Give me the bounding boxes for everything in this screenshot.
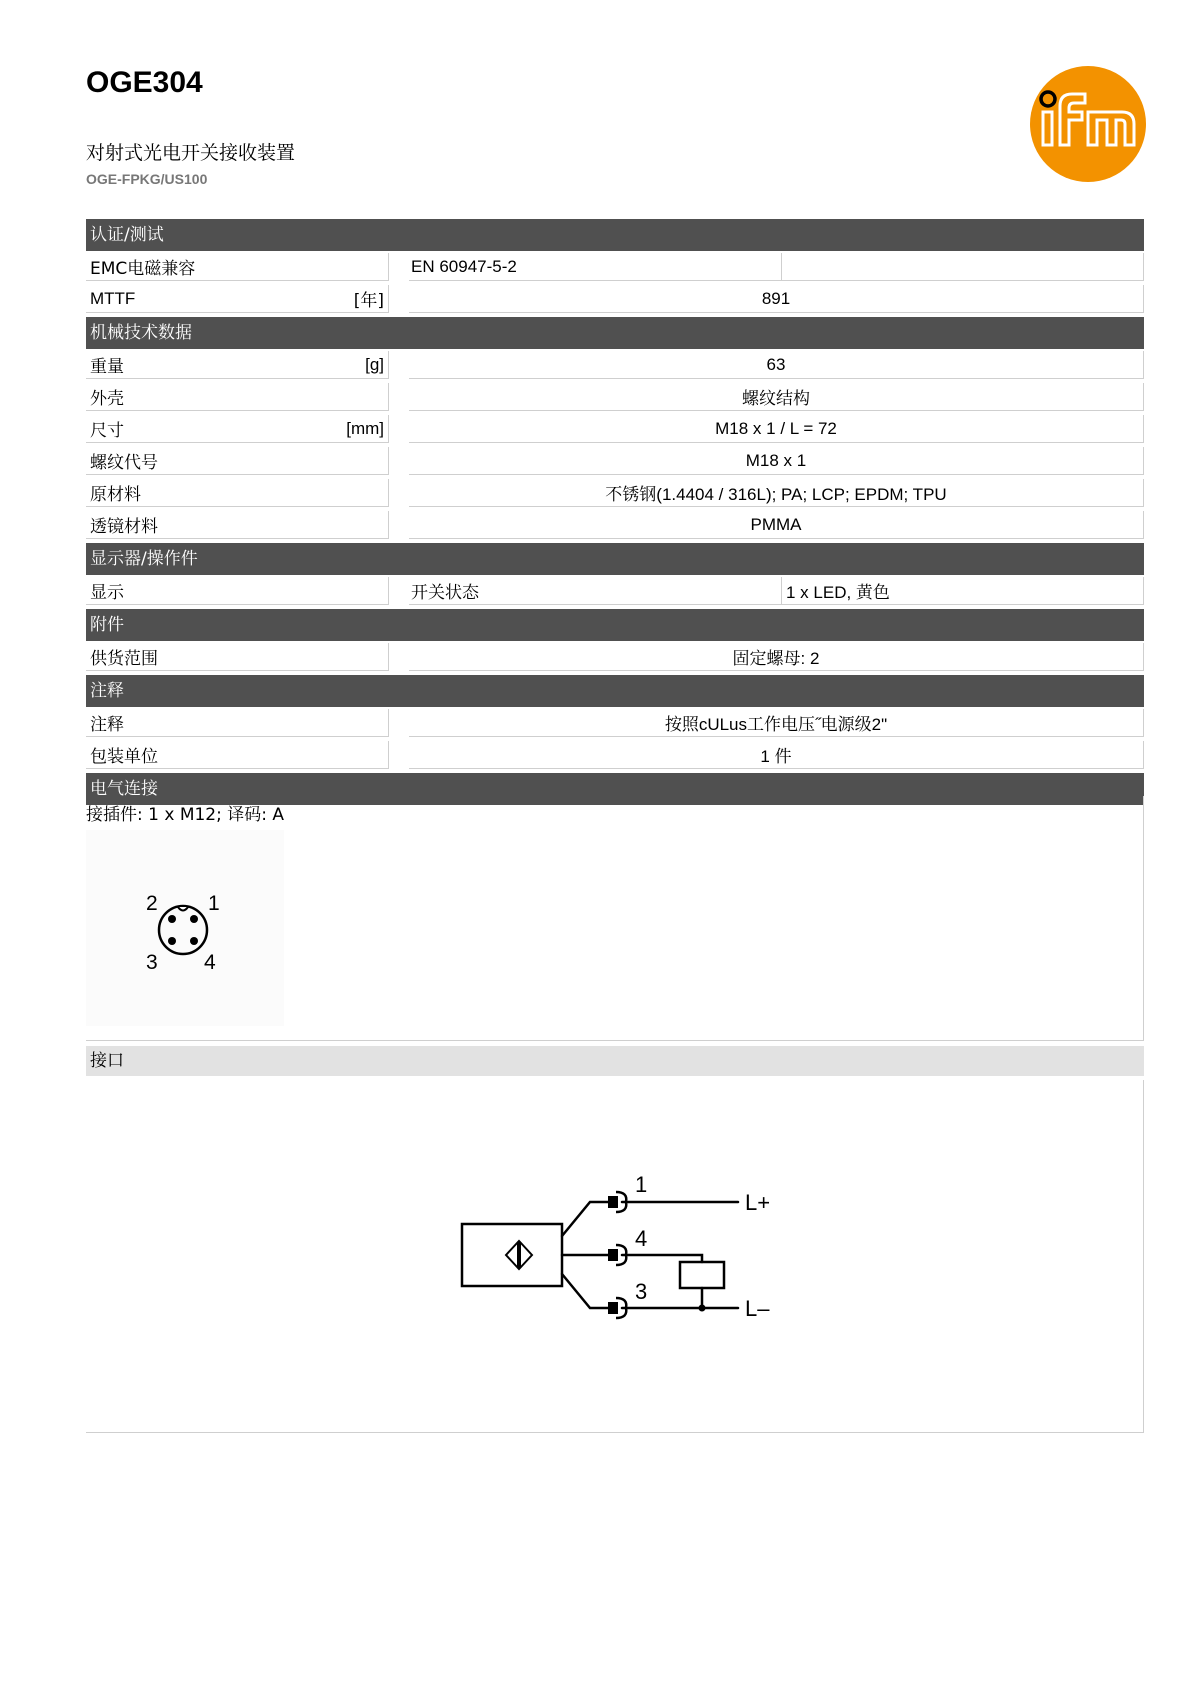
weight-label: 重量 <box>90 357 124 377</box>
wire-label-1: 1 <box>635 1172 648 1197</box>
wire-label-4: 4 <box>635 1226 648 1251</box>
pin-2-dot <box>168 915 176 923</box>
wiring-diagram <box>86 1080 1143 1432</box>
pin-label-4: 4 <box>204 951 216 974</box>
weight-value: 63 <box>409 351 1144 379</box>
thread-value: M18 x 1 <box>409 447 1144 475</box>
row-lens-material <box>86 511 1144 539</box>
row-scope-of-supply <box>86 643 1144 671</box>
junction-dot <box>699 1305 706 1312</box>
mttf-value: 891 <box>409 285 1144 313</box>
material-value: 不锈钢(1.4404 / 316L); PA; LCP; EPDM; TPU <box>409 479 1144 507</box>
load-resistor <box>680 1262 724 1288</box>
packing-label: 包装单位 <box>90 747 158 767</box>
row-display <box>86 577 1144 605</box>
mttf-label: MTTF <box>90 288 136 308</box>
packing-value: 1 件 <box>409 741 1144 769</box>
display-function: 开关状态 <box>409 577 782 605</box>
row-dimensions <box>86 415 1144 443</box>
thread-label: 螺纹代号 <box>90 453 158 473</box>
lens-material-label: 透镜材料 <box>90 517 158 537</box>
section-header-display: 显示器/操作件 <box>86 543 1144 575</box>
housing-value: 螺纹结构 <box>409 383 1144 411</box>
product-description: 对射式光电开关接收装置 <box>86 142 296 164</box>
note-value: 按照cULus工作电压˝电源级2" <box>409 709 1144 737</box>
row-mttf <box>86 285 1144 313</box>
dimensions-label: 尺寸 <box>90 421 124 441</box>
emc-label: EMC电磁兼容 <box>90 259 196 279</box>
row-weight <box>86 351 1144 379</box>
weight-unit: [g] <box>365 354 384 374</box>
section-header-mechanical: 机械技术数据 <box>86 317 1144 349</box>
scope-label: 供货范围 <box>90 649 158 669</box>
mttf-unit: [年] <box>353 291 384 311</box>
plug-pin-3 <box>608 1302 618 1314</box>
section-header-certification: 认证/测试 <box>86 219 1144 251</box>
section-header-electrical: 电气连接 <box>86 773 1144 805</box>
pin-label-2: 2 <box>146 892 158 915</box>
material-label: 原材料 <box>90 485 141 505</box>
supply-negative-label: L– <box>745 1296 770 1321</box>
housing-label: 外壳 <box>90 389 124 409</box>
m12-pinout <box>86 830 284 1026</box>
section-header-accessories: 附件 <box>86 609 1144 641</box>
ifm-logo <box>1030 66 1146 182</box>
dimensions-value: M18 x 1 / L = 72 <box>409 415 1144 443</box>
emc-value: EN 60947-5-2 <box>409 253 782 281</box>
row-note <box>86 709 1144 737</box>
connector-description: 接插件: 1 x M12; 译码: A <box>86 805 285 825</box>
pin-3-dot <box>168 937 176 945</box>
lens-material-value: PMMA <box>409 511 1144 539</box>
receiver-symbol <box>506 1242 532 1268</box>
spec-table <box>86 219 1144 807</box>
dimensions-unit: [mm] <box>346 418 384 438</box>
row-thread <box>86 447 1144 475</box>
m12-pinout-diagram <box>86 830 284 1026</box>
electrical-connection-box <box>86 796 1144 1041</box>
article-number: OGE-FPKG/US100 <box>86 171 208 187</box>
display-led: 1 x LED, 黄色 <box>782 577 1144 605</box>
section-header-notes: 注释 <box>86 675 1144 707</box>
pin-label-1: 1 <box>208 892 220 915</box>
supply-positive-label: L+ <box>745 1190 771 1215</box>
product-code: OGE304 <box>86 66 203 99</box>
pin-1-dot <box>190 915 198 923</box>
section-header-interface: 接口 <box>86 1046 1144 1076</box>
scope-value: 固定螺母: 2 <box>409 643 1144 671</box>
row-material <box>86 479 1144 507</box>
note-label: 注释 <box>90 715 124 735</box>
sensor-body <box>462 1224 562 1286</box>
wire-label-3: 3 <box>635 1279 648 1304</box>
pin-4-dot <box>190 937 198 945</box>
interface-diagram-box <box>86 1080 1144 1433</box>
row-emc <box>86 253 1144 281</box>
pin-label-3: 3 <box>146 951 158 974</box>
plug-pin-4 <box>608 1249 618 1261</box>
row-packing-unit <box>86 741 1144 769</box>
display-label: 显示 <box>90 583 124 603</box>
plug-pin-1 <box>608 1196 618 1208</box>
row-housing <box>86 383 1144 411</box>
